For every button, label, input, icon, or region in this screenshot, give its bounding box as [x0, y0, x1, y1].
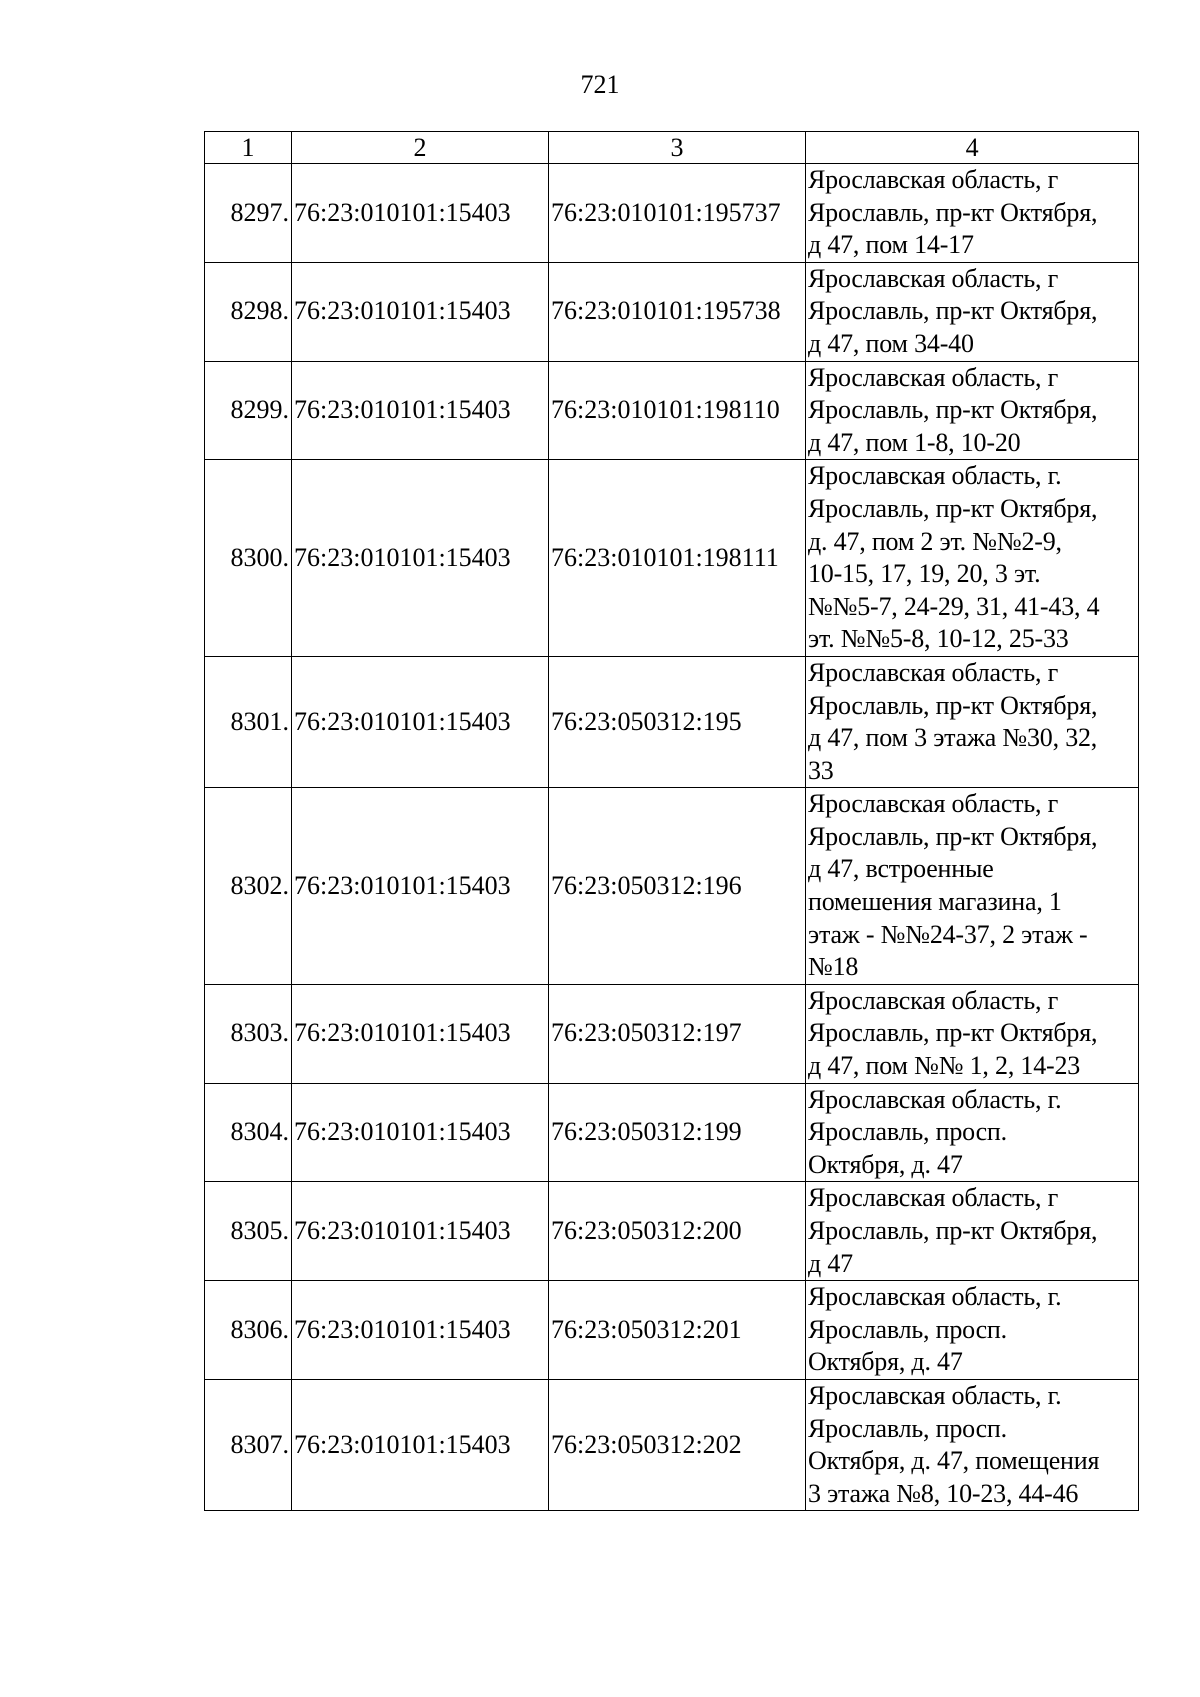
address-line: Ярославль, пр-кт Октября,: [808, 1216, 1098, 1245]
row-number-cell: 8301.: [205, 656, 292, 787]
address-cell: [806, 1182, 1139, 1281]
address-line: Ярославль, просп.: [808, 1314, 1007, 1344]
cadastral-number-cell: 76:23:010101:15403: [292, 460, 549, 657]
address-line: №18: [808, 952, 859, 982]
row-number-cell: 8303.: [205, 984, 292, 1083]
address-cell: [806, 262, 1139, 361]
cadastral-number-cell: 76:23:050312:200: [549, 1182, 806, 1281]
address-line: Ярославль, просп.: [808, 1117, 1007, 1147]
address-line: помешения магазина, 1: [808, 887, 1062, 917]
cadastral-number-cell: 76:23:050312:197: [549, 984, 806, 1083]
address-line: Ярославская область, г: [808, 165, 1059, 194]
table-row: [205, 164, 1139, 263]
cadastral-number-cell: 76:23:010101:15403: [292, 1182, 549, 1281]
address-line: Ярославль, пр-кт Октября,: [808, 1018, 1098, 1048]
address-cell: [806, 164, 1139, 263]
address-line: Ярославская область, г: [808, 789, 1059, 819]
address-cell: [806, 361, 1139, 460]
address-line: Ярославль, просп.: [808, 1413, 1007, 1443]
address-line: №№5-7, 24-29, 31, 41-43, 4: [808, 591, 1100, 621]
cadastral-number-cell: 76:23:010101:15403: [292, 788, 549, 985]
cadastral-number-cell: 76:23:010101:198110: [549, 361, 806, 460]
cadastral-number-cell: 76:23:050312:195: [549, 656, 806, 787]
cadastral-number-cell: 76:23:010101:198111: [549, 460, 806, 657]
cadastral-number-cell: 76:23:050312:202: [549, 1379, 806, 1510]
cadastral-number-cell: 76:23:010101:15403: [292, 1281, 549, 1380]
row-number-cell: 8304.: [205, 1083, 292, 1182]
address-cell: [806, 984, 1139, 1083]
address-line: Ярославская область, г: [808, 263, 1059, 293]
row-number-cell: 8307.: [205, 1379, 292, 1510]
table-header-row: [205, 132, 1139, 164]
cadastral-number-cell: 76:23:010101:195738: [549, 262, 806, 361]
address-cell: [806, 656, 1139, 787]
address-line: Октября, д. 47: [808, 1347, 963, 1377]
address-line: Октября, д. 47, помещения: [808, 1446, 1100, 1476]
table-row: [205, 460, 1139, 657]
address-line: Ярославская область, г: [808, 362, 1059, 392]
table-row: [205, 788, 1139, 985]
table-row: [205, 984, 1139, 1083]
address-line: 10-15, 17, 19, 20, 3 эт.: [808, 559, 1041, 589]
table-row: [205, 361, 1139, 460]
table-row: [205, 1083, 1139, 1182]
cadastral-number-cell: 76:23:010101:15403: [292, 656, 549, 787]
address-line: д 47, встроенные: [808, 854, 994, 884]
cadastral-number-cell: 76:23:050312:199: [549, 1083, 806, 1182]
address-line: Ярославль, пр-кт Октября,: [808, 690, 1098, 720]
address-line: Ярославская область, г: [808, 985, 1059, 1015]
row-number-cell: 8299.: [205, 361, 292, 460]
address-line: этаж - №№24-37, 2 этаж -: [808, 919, 1088, 949]
address-line: д 47, пом 1-8, 10-20: [808, 427, 1021, 457]
cadastral-number-cell: 76:23:010101:15403: [292, 164, 549, 263]
address-line: д 47, пом 34-40: [808, 328, 974, 358]
address-line: Октября, д. 47: [808, 1149, 963, 1179]
address-line: Ярославль, пр-кт Октября,: [808, 296, 1098, 326]
row-number-cell: 8305.: [205, 1182, 292, 1281]
row-number-cell: 8297.: [205, 164, 292, 263]
header-cell-4: 4: [806, 132, 1139, 164]
row-number-cell: 8298.: [205, 262, 292, 361]
address-line: д. 47, пом 2 эт. №№2-9,: [808, 526, 1062, 556]
address-line: Ярославская область, г: [808, 1183, 1059, 1213]
page-number: 721: [580, 70, 620, 99]
row-number-cell: 8306.: [205, 1281, 292, 1380]
header-cell-2: 2: [292, 132, 549, 164]
address-cell: [806, 1281, 1139, 1380]
table-row: [205, 1182, 1139, 1281]
address-cell: [806, 460, 1139, 657]
row-number-cell: 8300.: [205, 460, 292, 657]
header-cell-1: 1: [205, 132, 292, 164]
address-line: 33: [808, 755, 834, 785]
address-cell: [806, 788, 1139, 985]
address-line: Ярославль, пр-кт Октября,: [808, 821, 1098, 851]
address-line: Ярославская область, г.: [808, 461, 1062, 491]
address-line: Ярославская область, г: [808, 657, 1059, 687]
cadastral-number-cell: 76:23:010101:195737: [549, 164, 806, 263]
address-line: Ярославль, пр-кт Октября,: [808, 395, 1098, 425]
address-line: д 47: [808, 1248, 853, 1278]
address-line: д 47, пом 3 этажа №30, 32,: [808, 723, 1098, 753]
address-line: 3 этажа №8, 10-23, 44-46: [808, 1478, 1079, 1508]
address-line: д 47, пом 14-17: [808, 230, 974, 260]
cadastral-number-cell: 76:23:010101:15403: [292, 1083, 549, 1182]
address-line: эт. №№5-8, 10-12, 25-33: [808, 624, 1069, 654]
row-number-cell: 8302.: [205, 788, 292, 985]
cadastral-number-cell: 76:23:010101:15403: [292, 361, 549, 460]
table-row: [205, 1379, 1139, 1510]
address-cell: [806, 1083, 1139, 1182]
address-cell: [806, 1379, 1139, 1510]
address-line: Ярославль, пр-кт Октября,: [808, 493, 1098, 523]
cadastral-number-cell: 76:23:010101:15403: [292, 262, 549, 361]
table-row: [205, 656, 1139, 787]
registry-table: [204, 131, 1139, 1511]
table-row: [205, 1281, 1139, 1380]
cadastral-number-cell: 76:23:010101:15403: [292, 1379, 549, 1510]
header-cell-3: 3: [549, 132, 806, 164]
address-line: д 47, пом №№ 1, 2, 14-23: [808, 1051, 1081, 1081]
address-line: Ярославль, пр-кт Октября,: [808, 197, 1098, 227]
cadastral-number-cell: 76:23:010101:15403: [292, 984, 549, 1083]
address-line: Ярославская область, г.: [808, 1282, 1062, 1312]
address-line: Ярославская область, г.: [808, 1380, 1062, 1410]
table-row: [205, 262, 1139, 361]
cadastral-number-cell: 76:23:050312:196: [549, 788, 806, 985]
cadastral-number-cell: 76:23:050312:201: [549, 1281, 806, 1380]
address-line: Ярославская область, г.: [808, 1084, 1062, 1114]
